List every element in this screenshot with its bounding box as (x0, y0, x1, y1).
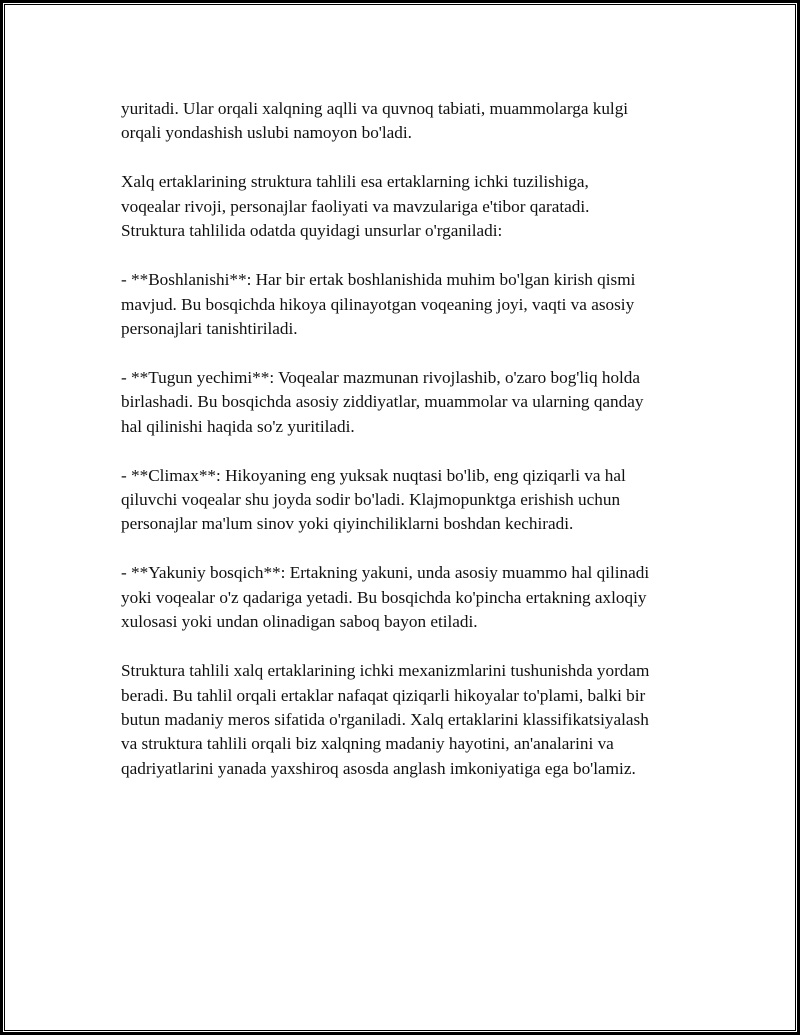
list-item-yakuniy-bosqich (121, 561, 701, 634)
paragraph-structure-analysis (121, 170, 701, 243)
paragraph-intro-continuation (121, 97, 701, 146)
list-item-tugun-yechimi (121, 366, 701, 439)
text-line: Struktura tahlili xalq ertaklarining ichki mexanizmlarini tushunishda yordam (121, 661, 650, 681)
text-line: Xalq ertaklarining struktura tahlili esa ertaklarning ichki tuzilishiga, (121, 172, 589, 192)
text-line: personajlari tanishtiriladi. (121, 318, 298, 338)
text-line: qadriyatlarini yanada yaxshiroq asosda anglash imkoniyatiga ega bo'lamiz. (121, 758, 636, 778)
text-line: butun madaniy meros sifatida o'rganiladi. Xalq ertaklarini klassifikatsiyalash (121, 709, 649, 729)
list-item-boshlanishi (121, 268, 701, 341)
text-line: Struktura tahlilida odatda quyidagi unsurlar o'rganiladi: (121, 221, 503, 241)
text-line: - **Tugun yechimi**: Voqealar mazmunan rivojlashib, o'zaro bog'liq holda (121, 367, 641, 387)
text-line: - **Yakuniy bosqich**: Ertakning yakuni, unda asosiy muammo hal qilinadi (121, 563, 650, 583)
text-line: va struktura tahlili orqali biz xalqning madaniy hayotini, an'analarini va (121, 734, 614, 754)
text-line: voqealar rivoji, personajlar faoliyati va mavzulariga e'tibor qaratadi. (121, 196, 590, 216)
list-item-climax (121, 464, 701, 537)
paragraph-conclusion (121, 659, 701, 781)
text-line: personajlar ma'lum sinov yoki qiyinchiliklarni boshdan kechiradi. (121, 514, 574, 534)
text-line: hal qilinishi haqida so'z yuritiladi. (121, 416, 355, 436)
text-line: xulosasi yoki undan olinadigan saboq bayon etiladi. (121, 612, 478, 632)
text-line: beradi. Bu tahlil orqali ertaklar nafaqat qiziqarli hikoyalar to'plami, balki bir (121, 685, 646, 705)
text-line: mavjud. Bu bosqichda hikoya qilinayotgan voqeaning joyi, vaqti va asosiy (121, 294, 635, 314)
text-line: orqali yondashish uslubi namoyon bo'ladi. (121, 123, 412, 143)
text-line: - **Climax**: Hikoyaning eng yuksak nuqtasi bo'lib, eng qiziqarli va hal (121, 465, 626, 485)
text-line: yuritadi. Ular orqali xalqning aqlli va quvnoq tabiati, muammolarga kulgi (121, 99, 629, 118)
text-line: qiluvchi voqealar shu joyda sodir bo'ladi. Klajmopunktga erishish uchun (121, 490, 621, 510)
document-body (121, 97, 701, 781)
text-line: yoki voqealar o'z qadariga yetadi. Bu bosqichda ko'pincha ertakning axloqiy (121, 587, 647, 607)
text-line: birlashadi. Bu bosqichda asosiy ziddiyatlar, muammolar va ularning qanday (121, 392, 644, 412)
text-line: - **Boshlanishi**: Har bir ertak boshlanishida muhim bo'lgan kirish qismi (121, 270, 636, 290)
